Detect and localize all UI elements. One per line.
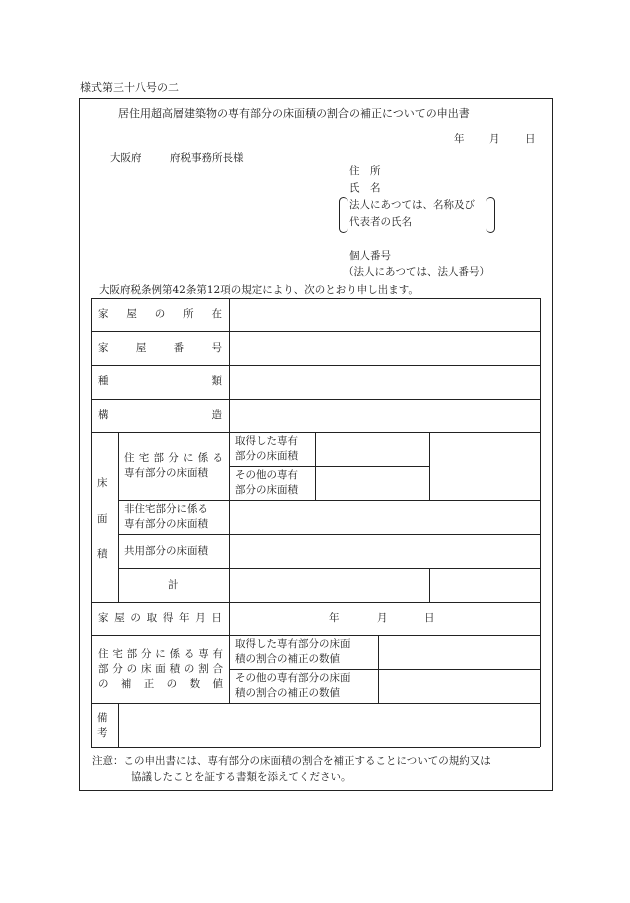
acquisition-month-label: 月 xyxy=(377,612,388,624)
nonresidential-label-line1: 非住宅部分に係る xyxy=(124,503,208,515)
acquired-label-line1: 取得した専有 xyxy=(235,435,298,447)
grid-line xyxy=(91,331,540,332)
ratio-label-line3: の 補 正 の 数 値 xyxy=(98,678,223,690)
grid-line xyxy=(91,635,540,636)
other-label-line1: その他の専有 xyxy=(235,469,298,481)
ratio-acquired-line1: 取得した専有部分の床面 xyxy=(235,638,351,650)
address-label: 住 所 xyxy=(349,165,381,177)
ratio-other-line1: その他の専有部分の床面 xyxy=(235,672,351,684)
note-bracket-left xyxy=(339,197,348,233)
grid-line xyxy=(91,365,540,366)
personal-number-label: 個人番号 xyxy=(349,250,391,262)
structure-label: 構 造 xyxy=(98,409,222,421)
grid-line xyxy=(91,747,540,748)
ratio-acquired-line2: 積の割合の補正の数値 xyxy=(235,653,340,665)
name-label: 氏 名 xyxy=(349,182,381,194)
grid-line xyxy=(91,703,540,704)
corp-note-line1: 法人にあつては、名称及び xyxy=(349,199,475,211)
addressee-office: 府税事務所長様 xyxy=(170,152,244,164)
total-label: 計 xyxy=(168,579,179,591)
note-bracket-right xyxy=(486,197,495,233)
date-day-label: 日 xyxy=(525,133,536,145)
date-year-label: 年 xyxy=(454,133,465,145)
grid-line xyxy=(118,500,540,501)
remarks-char-2: 考 xyxy=(97,727,108,739)
grid-line xyxy=(429,432,430,500)
acquisition-date-label: 家 屋 の 取 得 年 月 日 xyxy=(98,612,222,624)
note-line2: 協議したことを証する書類を添えてください。 xyxy=(131,771,352,783)
note-line1: 注意：この申出書には、専有部分の床面積の割合を補正することについての規約又は xyxy=(92,755,491,767)
date-month-label: 月 xyxy=(489,133,500,145)
grid-line xyxy=(229,466,429,467)
grid-line xyxy=(118,534,540,535)
acquisition-year-label: 年 xyxy=(329,612,340,624)
ratio-label-line2: 部 分 の 床 面 積 の 割 合 xyxy=(98,663,223,675)
residential-label-line2: 専有部分の床面積 xyxy=(124,467,208,479)
grid-line xyxy=(91,298,540,299)
house-number-label: 家 屋 番 号 xyxy=(98,342,222,354)
grid-line xyxy=(118,568,540,569)
acquisition-day-label: 日 xyxy=(424,612,435,624)
residential-label-line1: 住 宅 部 分 に 係 る xyxy=(124,452,223,464)
grid-line xyxy=(91,298,92,747)
form-title: 居住用超高層建築物の専有部分の床面積の割合の補正についての申出書 xyxy=(118,107,470,120)
floor-area-char-3: 積 xyxy=(97,548,108,560)
grid-line xyxy=(91,602,540,603)
remarks-char-1: 備 xyxy=(97,712,108,724)
personal-number-note: （法人にあつては、法人番号） xyxy=(343,266,490,278)
kind-label: 種 類 xyxy=(98,375,222,387)
grid-line xyxy=(91,399,540,400)
acquired-label-line2: 部分の床面積 xyxy=(235,450,298,462)
floor-area-char-1: 床 xyxy=(97,477,108,489)
other-label-line2: 部分の床面積 xyxy=(235,484,298,496)
addressee-prefecture: 大阪府 xyxy=(110,152,142,164)
declaration-text: 大阪府税条例第42条第12項の規定により、次のとおり申し出ます。 xyxy=(99,284,419,296)
grid-line xyxy=(118,703,119,747)
corp-note-line2: 代表者の氏名 xyxy=(349,216,412,228)
grid-line xyxy=(540,298,541,747)
common-area-label: 共用部分の床面積 xyxy=(124,545,208,557)
floor-area-char-2: 面 xyxy=(97,513,108,525)
grid-line xyxy=(315,432,316,500)
grid-line xyxy=(229,298,230,703)
grid-line xyxy=(118,432,119,602)
nonresidential-label-line2: 専有部分の床面積 xyxy=(124,518,208,530)
house-location-label: 家 屋 の 所 在 xyxy=(98,308,222,320)
ratio-other-line2: 積の割合の補正の数値 xyxy=(235,687,340,699)
grid-line xyxy=(229,669,540,670)
grid-line xyxy=(378,635,379,703)
grid-line xyxy=(429,568,430,602)
ratio-label-line1: 住 宅 部 分 に 係 る 専 有 xyxy=(98,648,223,660)
form-number: 様式第三十八号の二 xyxy=(80,81,179,94)
